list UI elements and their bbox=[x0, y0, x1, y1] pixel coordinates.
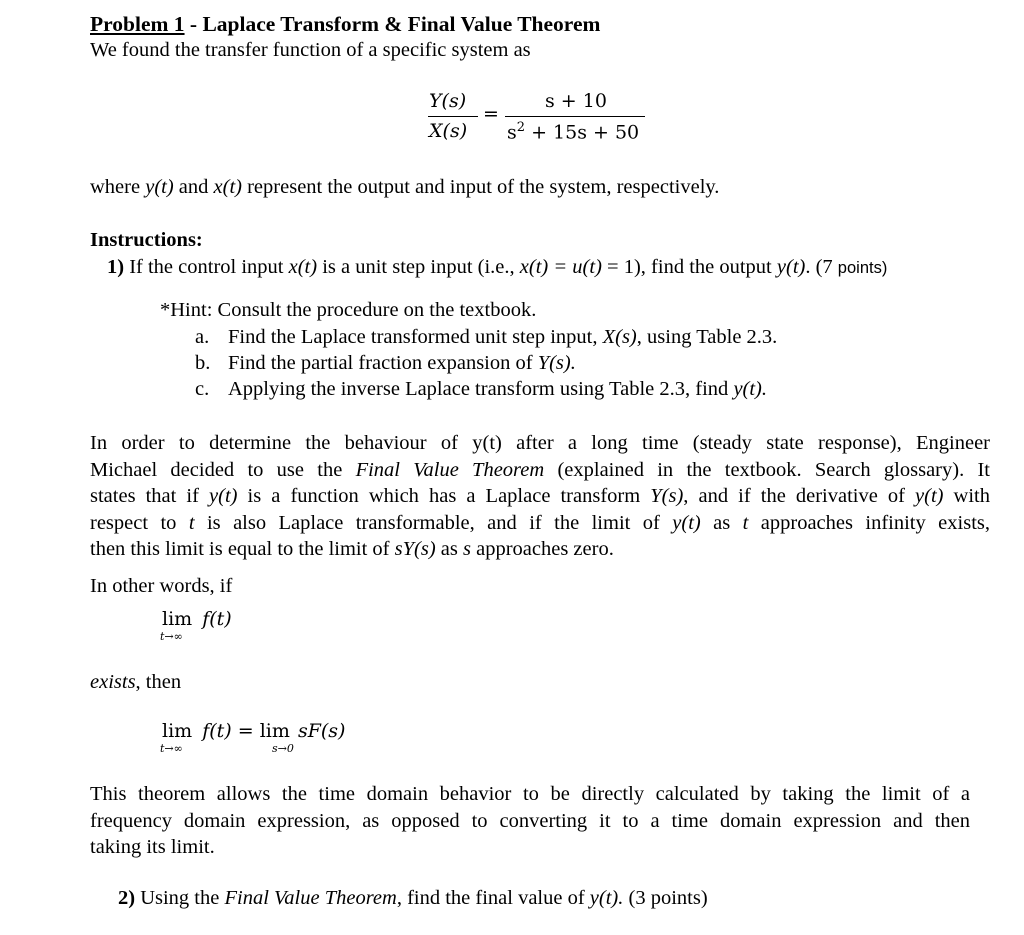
hint-b-y: Y(s). bbox=[537, 352, 576, 374]
para-line-5 bbox=[90, 536, 990, 563]
problem-label: Problem 1 bbox=[90, 12, 185, 36]
tf-lhs-denominator: X(s) bbox=[429, 120, 468, 142]
problem-intro: We found the transfer function of a specific system as bbox=[90, 39, 531, 61]
para-l5-s: s bbox=[462, 538, 471, 560]
para-line-4 bbox=[90, 510, 990, 537]
para-l3-text-3: , and if the derivative of bbox=[683, 485, 916, 507]
q1-text-3: = 1), find the output bbox=[601, 256, 777, 278]
para-l5-text-2: as bbox=[435, 538, 463, 560]
lim1-lim: lim bbox=[162, 608, 193, 630]
q2-text-1: Using the bbox=[135, 887, 225, 909]
tf-rhs-fraction-bar bbox=[505, 116, 645, 117]
where-text-2: and bbox=[173, 176, 214, 198]
where-y: y(t) bbox=[145, 176, 174, 198]
para-l3-text-2: is a function which has a Laplace transform bbox=[237, 485, 651, 507]
where-text-1: where bbox=[90, 176, 146, 198]
lim2-sub-b: s→0 bbox=[272, 742, 294, 755]
q2-fvt: Final Value Theorem bbox=[224, 887, 397, 909]
hint-a-text-2: , using Table 2.3. bbox=[636, 326, 778, 348]
para-l2-fvt: Final Value Theorem bbox=[355, 458, 545, 481]
para-l4-t: t bbox=[188, 511, 195, 534]
hint-a bbox=[228, 326, 777, 350]
exists-line bbox=[90, 671, 181, 695]
question-1 bbox=[107, 256, 887, 280]
fvt-paragraph bbox=[90, 430, 990, 563]
exists-rest: , then bbox=[135, 671, 182, 693]
tf-rhs-numerator-text: s + 10 bbox=[545, 90, 607, 112]
hint-c-label: c. bbox=[195, 378, 210, 400]
tf-lhs-fraction-bar bbox=[428, 116, 478, 117]
hint-a-text-1: Find the Laplace transformed unit step input, bbox=[228, 326, 603, 348]
problem-title-rest: - Laplace Transform & Final Value Theorem bbox=[184, 12, 601, 36]
hint-a-x: X(s) bbox=[602, 326, 637, 348]
q1-x: x(t) bbox=[288, 256, 318, 278]
lim2-lim-b: lim bbox=[259, 720, 290, 742]
problem-title bbox=[90, 12, 600, 37]
q1-y: y(t) bbox=[776, 256, 806, 278]
para-l4-t2: t bbox=[742, 511, 749, 534]
q1-text-4: . (7 bbox=[805, 256, 838, 278]
hint-c-y: y(t). bbox=[733, 378, 768, 400]
where-x: x(t) bbox=[213, 176, 242, 198]
lim2-func: f(t) = bbox=[202, 720, 260, 742]
para-l5-text-1: then this limit is equal to the limit of bbox=[90, 538, 395, 560]
para-l4-y: y(t) bbox=[672, 511, 701, 534]
tf-den-s: s bbox=[507, 121, 517, 144]
instructions-heading: Instructions: bbox=[90, 229, 203, 251]
tf-equals: = bbox=[483, 103, 499, 125]
para-l3-text-4: with bbox=[943, 485, 990, 507]
tf-rhs-numerator bbox=[545, 91, 607, 113]
q2-text-3: (3 points) bbox=[623, 887, 708, 909]
lim1-sub: t→∞ bbox=[160, 630, 183, 643]
theorem-paragraph bbox=[90, 781, 970, 861]
lim1-func: f(t) bbox=[202, 608, 232, 630]
hint-c-text-1: Applying the inverse Laplace transform using Table 2.3, find bbox=[228, 378, 734, 400]
hint-c bbox=[228, 378, 767, 402]
para-l4-text-3: as bbox=[700, 511, 743, 534]
hint-b-text-1: Find the partial fraction expansion of bbox=[228, 352, 538, 374]
q2-number: 2) bbox=[118, 887, 136, 909]
para-l2-text-2: (explained in the textbook. Search glossary). It bbox=[544, 458, 990, 481]
q2-text-2: , find the final value of bbox=[396, 887, 590, 909]
para-l5-sY: sY(s) bbox=[394, 538, 436, 560]
where-text-3: represent the output and input of the system, respectively. bbox=[241, 176, 720, 198]
q2-y: y(t). bbox=[589, 887, 624, 909]
para-l4-text-4: approaches infinity exists, bbox=[748, 511, 990, 534]
para-l3-text-1: states that if bbox=[90, 485, 210, 507]
theorem-line-1: This theorem allows the time domain behavior to be directly calculated by taking the limit of a bbox=[90, 783, 970, 805]
q1-eq: x(t) = u(t) bbox=[519, 256, 602, 278]
theorem-line-2: frequency domain expression, as opposed to converting it to a time domain expression and then bbox=[90, 809, 970, 832]
para-line-1: In order to determine the behaviour of y(t) after a long time (steady state response), Engineer bbox=[90, 432, 990, 454]
tf-den-rest: + 15s + 50 bbox=[525, 121, 640, 144]
where-line bbox=[90, 176, 719, 200]
para-l3-y: y(t) bbox=[209, 485, 238, 507]
tf-den-exponent: 2 bbox=[516, 120, 526, 135]
limit-expression-1 bbox=[160, 608, 232, 643]
para-l5-text-3: approaches zero. bbox=[470, 538, 614, 560]
lim2-sub: t→∞ bbox=[160, 742, 183, 755]
para-l4-text-2: is also Laplace transformable, and if the limit of bbox=[194, 511, 673, 534]
tf-rhs-denominator bbox=[507, 121, 639, 144]
lim2-func-b: sF(s) bbox=[297, 720, 346, 742]
hint-b bbox=[228, 352, 576, 376]
para-line-3 bbox=[90, 483, 990, 510]
hint-title: *Hint: Consult the procedure on the textbook. bbox=[160, 299, 537, 321]
q1-points: points) bbox=[837, 259, 888, 277]
other-words: In other words, if bbox=[90, 575, 233, 597]
q1-text-1: If the control input bbox=[124, 256, 289, 278]
para-l3-y2: y(t) bbox=[915, 485, 944, 507]
hint-b-label: b. bbox=[195, 352, 211, 374]
tf-lhs-numerator: Y(s) bbox=[429, 90, 467, 112]
exists-word: exists bbox=[90, 671, 136, 693]
para-line-2 bbox=[90, 457, 990, 484]
lim2-lim: lim bbox=[162, 720, 193, 742]
para-l3-Y: Y(s) bbox=[650, 485, 684, 507]
q1-number: 1) bbox=[107, 256, 125, 278]
question-2 bbox=[118, 887, 708, 911]
para-l2-text-1: Michael decided to use the bbox=[90, 458, 356, 481]
theorem-line-3: taking its limit. bbox=[90, 836, 215, 858]
para-l4-text-1: respect to bbox=[90, 511, 189, 534]
limit-expression-2 bbox=[160, 720, 346, 755]
hint-a-label: a. bbox=[195, 326, 210, 348]
q1-text-2: is a unit step input (i.e., bbox=[317, 256, 520, 278]
